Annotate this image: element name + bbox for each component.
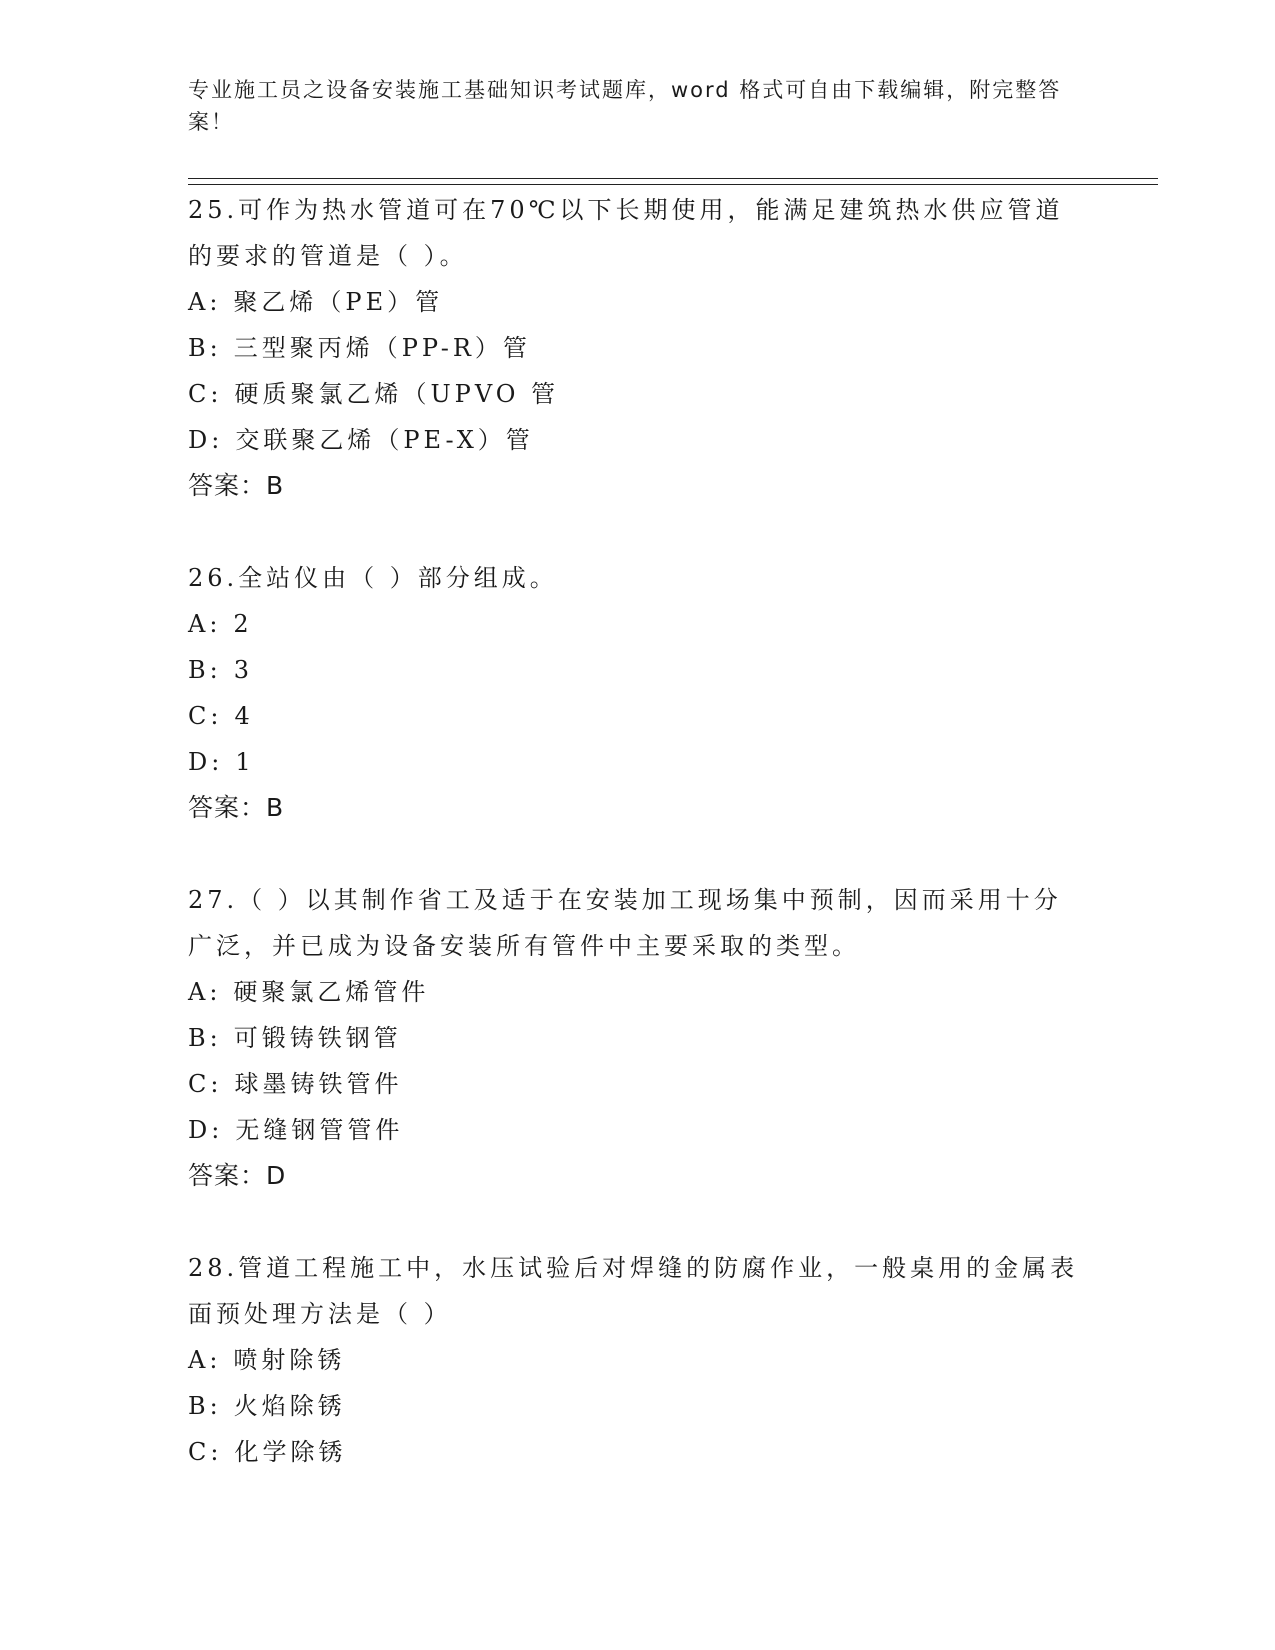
question-text: 27.（ ）以其制作省工及适于在安装加工现场集中预制，因而采用十分广泛，并已成为设备安装所有管件中主要采取的类型。 <box>188 886 1062 960</box>
option-letter: D: <box>188 1116 224 1144</box>
option-letter: A: <box>188 288 222 316</box>
option-letter: C: <box>188 1070 223 1098</box>
option-a <box>188 601 1088 647</box>
option-text: 3 <box>233 656 254 684</box>
answer-line: 答案：D <box>188 1161 287 1190</box>
question-25 <box>188 187 1088 509</box>
option-letter: C: <box>188 1438 223 1466</box>
option-c <box>188 1429 1088 1475</box>
question-text: 25.可作为热水管道可在70℃以下长期使用，能满足建筑热水供应管道的要求的管道是（ ）。 <box>188 196 1064 270</box>
option-c <box>188 371 1088 417</box>
answer-line: 答案：B <box>188 793 285 822</box>
option-text: 可锻铸铁钢管 <box>233 1024 402 1052</box>
option-c <box>188 1061 1088 1107</box>
option-text: 无缝钢管管件 <box>235 1116 404 1144</box>
option-text: 三型聚丙烯（PP-R）管 <box>233 334 531 362</box>
option-text: 2 <box>233 610 253 638</box>
option-text: 喷射除锈 <box>233 1346 346 1374</box>
option-a <box>188 969 1088 1015</box>
header-divider-top <box>188 178 1158 179</box>
option-b <box>188 325 1088 371</box>
question-list <box>188 187 1088 1521</box>
option-b <box>188 647 1088 693</box>
option-c <box>188 693 1088 739</box>
option-text: 交联聚乙烯（PE-X）管 <box>235 426 534 454</box>
question-text: 28.管道工程施工中，水压试验后对焊缝的防腐作业，一般桌用的金属表面预处理方法是（ ） <box>188 1254 1079 1328</box>
question-27 <box>188 877 1088 1199</box>
option-letter: B: <box>188 1024 222 1052</box>
option-text: 化学除锈 <box>234 1438 347 1466</box>
header-divider-bottom <box>188 184 1158 185</box>
option-text: 硬聚氯乙烯管件 <box>233 978 430 1006</box>
answer-line: 答案：B <box>188 471 285 500</box>
document-header: 专业施工员之设备安装施工基础知识考试题库，word 格式可自由下载编辑，附完整答案！ <box>188 78 1062 134</box>
option-letter: C: <box>188 702 223 730</box>
option-text: 火焰除锈 <box>233 1392 346 1420</box>
option-text: 4 <box>234 702 254 730</box>
option-letter: A: <box>188 610 222 638</box>
question-28 <box>188 1245 1088 1475</box>
option-a <box>188 279 1088 325</box>
option-letter: B: <box>188 1392 222 1420</box>
option-text: 1 <box>235 748 255 776</box>
question-text: 26.全站仪由（ ）部分组成。 <box>188 564 558 592</box>
option-letter: A: <box>188 1346 222 1374</box>
option-d <box>188 1107 1088 1153</box>
option-d <box>188 417 1088 463</box>
option-letter: B: <box>188 656 222 684</box>
option-b <box>188 1383 1088 1429</box>
option-d <box>188 739 1088 785</box>
option-letter: D: <box>188 748 224 776</box>
option-letter: B: <box>188 334 222 362</box>
option-b <box>188 1015 1088 1061</box>
option-text: 硬质聚氯乙烯（UPVO 管 <box>234 380 560 408</box>
option-a <box>188 1337 1088 1383</box>
option-letter: A: <box>188 978 222 1006</box>
option-letter: C: <box>188 380 223 408</box>
option-text: 聚乙烯（PE）管 <box>233 288 444 316</box>
question-26 <box>188 555 1088 831</box>
option-text: 球墨铸铁管件 <box>234 1070 403 1098</box>
option-letter: D: <box>188 426 224 454</box>
